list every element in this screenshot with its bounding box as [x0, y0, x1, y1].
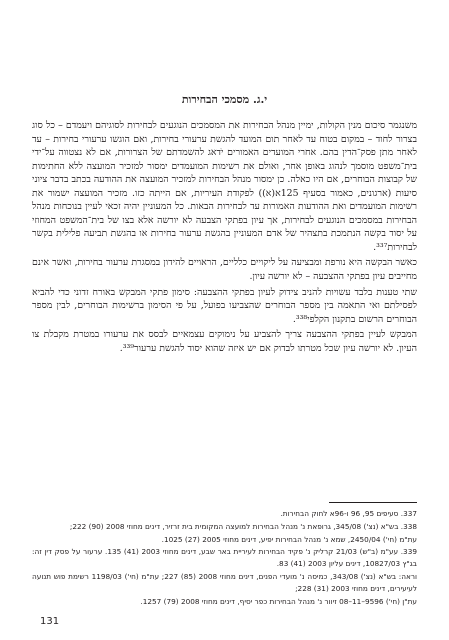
- document-page: [32, 0, 417, 640]
- footnotes: [32, 508, 417, 608]
- section-title: י.ג. מסמכי הבחירות: [181, 93, 268, 106]
- paragraph: כאשר הבקשה היא נורפת ומבציעה על ליקויים כלליים, הראויים להידון במסגרת ערעור בחירות, ואשר אינם מחייבים עיון בפתקי ההצבעה – לא יורשה עיון.: [32, 257, 417, 283]
- paragraph: שתי טענות בלבד עשויות להניב צידוק לעיון בפתקי ההצבעה: סימון פתקי המבקש באורח זדוני כדי להביא לפסילתם ואי התאמה בין מספר הבוחרים שהצביעו בפועל, על פי הסימון ברשימות הבוחרים, לבין מספר הבוחרים הרשום בתקנון הקלפי³³⁸.: [32, 286, 417, 325]
- footnote: עת"ן (חי') 9596–11–08 זיוור נ' מנהל הבחירות כפר יסיף, דינים מחוזי 2008 (79) 1257.: [140, 596, 417, 606]
- footnote: 338. בש"א (נצ') 345/08, גרופאת נ' מנהל הבחירות למועצה המקומית בית זרזיר, דינים מחוזי 2008 (90) 222;: [69, 521, 417, 531]
- footnote: 339. עע"מ (ב"ש) 21/03 קרליק נ' פקיד הבחירות לעיריית באר שבע, דינים מחוזי 2003 (41) 135. ערעור על פסק דין זה: בג"ץ 10827/03, דינים עליון 2003 (41) 83.: [32, 547, 417, 569]
- footnote-divider: [329, 502, 417, 503]
- paragraph: משנגמר סיכום מנין הקולות, ימיין מנהל הבחירות את המסמכים הנוגעים לבחירות לסוגיהם ויעמדם – כל סוג בצרור לחוד – במקום בטוח עד לאחר תום המועד להגשת ערעורי בחירות, ואם הוגשו ערעורי בחירות – עד לאחר מתן פסק־הדין בהם. אחרי המועדים האמורים יׂדאג להשמדתם של הצרורות, אם לא נצטווה על־ידי בית־משפט מוסמך לנהוג באופן אחר, ואולם את רשימות המועמדים ימסור למזכיר המועצה ללא החתימות של קבוצות הבוחרים, אם היו כאלה. כן ימסור מנהל הבחירות למזכיר המועצה את ההודעה בכתב בדבר ציוני סיעות (ארגונים, כאמור בסעיף 125א(א)) לפקודת העיריות, אם הייתה כזו. מזכיר המועצה ישמור את רשימות המועמדים ואת ההודעות האמורות עד לבחירות הבאות. כל המעוניין יהיה זכאי לעיין בנוכחות מנהל הבחירות במסמכים הנוגעים לבחירות, אך עיון בפתקי הצבעה לא יורשה אלא בצו של בית־המשפט המחוזי על יסוד בקשה הנתמכת בתצהיר של אדם המעוניין בהגשת ערעור בחירות או בהגשת תביעה פלילית בקשר לבחירות³³⁷.: [32, 120, 418, 253]
- page-number: 131: [40, 616, 60, 627]
- body-text: [32, 119, 417, 357]
- footnote: עת"מ (חי') 2450/04, שמא נ' מנהל הבחירות יפיע, דינים מחוזי 2005 (27) 1025.: [161, 534, 417, 544]
- paragraph: המבקש לעיין בפתקי ההצבעה צריך להצביע על נימוקים עצמאיים לבסס את ערעורו במטרת מקבלת צו העיון. לא יורשה עיון שכל מטרתו לבדוק אם יש איזה שהוא יסוד להגשת ערעור³³⁹.: [32, 329, 417, 354]
- footnote: 337. סעיפים 95, 96 ו-96א לחוק הבחירות.: [280, 509, 417, 518]
- footnote: וראה: בש"א (נצ') 343/08, כמיסה נ' מועדי הפנים, דינים מחוזי 2008 (85) 227; עת"מ (חי') 1198/03 רשימת פוש תנועה לעיעירים, דינים מחוזי 2003 (31) 228;: [32, 571, 418, 593]
